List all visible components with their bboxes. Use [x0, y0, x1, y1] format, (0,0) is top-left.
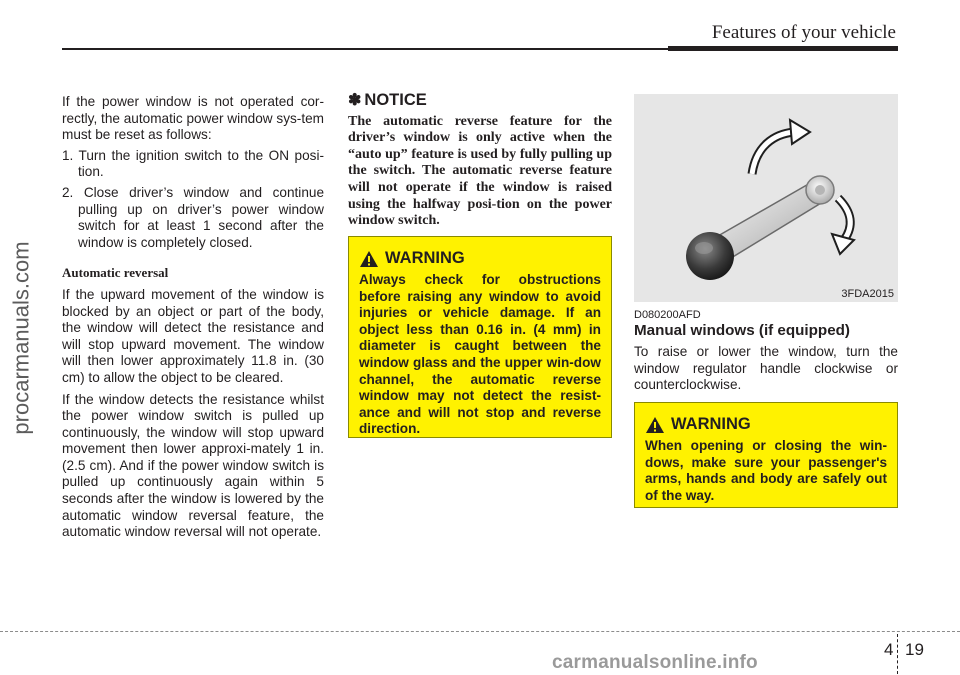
warning-title: WARNING — [385, 249, 465, 267]
column-left — [62, 94, 324, 541]
reset-intro: If the power window is not operated cor-rectly, the automatic power window sys-tem must be reset as follows: — [62, 94, 324, 143]
warning-header — [645, 415, 887, 434]
footer-section-number: 4 — [884, 640, 894, 659]
page-header-title: Features of your vehicle — [711, 22, 896, 43]
window-handle-illustration — [634, 94, 898, 302]
warning-title: WARNING — [671, 415, 751, 433]
warning-text: Always check for obstructions before raising any window to avoid injuries or vehicle damage. If an object less than 0.16 in. (4 mm) in diameter is caught between the window glass and the upper win-dow channel, the automatic reverse window may not detect the resist-ance and will not stop and reverse direction. — [359, 272, 601, 437]
warning-header — [359, 249, 601, 268]
side-watermark — [2, 0, 42, 675]
reset-step-1: 1. Turn the ignition switch to the ON posi-tion. — [62, 147, 324, 180]
reset-step-2: 2. Close driver’s window and continue pulling up on driver’s power window switch for at least 1 second after the window is completely closed. — [62, 184, 324, 250]
warning-text: When opening or closing the win-dows, make sure your passenger's arms, hands and body are safely out of the way. — [645, 438, 887, 503]
subheading-automatic-reversal: Automatic reversal — [62, 265, 169, 281]
warning-triangle-icon — [359, 250, 379, 268]
footer-separator — [897, 634, 898, 674]
footer-page-number: 19 — [905, 640, 924, 659]
notice-heading — [348, 92, 612, 110]
warning-box-obstructions — [348, 236, 612, 438]
warning-triangle-icon — [645, 416, 665, 434]
manual-windows-text: To raise or lower the window, turn the window regulator handle clockwise or counterclockwise. — [634, 344, 898, 393]
side-watermark-text: procarmanuals.com — [9, 240, 34, 435]
column-middle — [348, 92, 612, 230]
notice-body: The automatic reverse feature for the driver’s window is only active when the “auto up” feature is used by fully pulling up the switch. The automatic reverse feature will not operate if the window is raised using the halfway posi-tion on the power window switch. — [348, 113, 612, 229]
figure-code: 3FDA2015 — [841, 288, 894, 300]
automatic-reversal-para-1: If the upward movement of the window is blocked by an object or part of the body, the window will detect the resistance and will stop upward movement. The window will then lower approximately 11.8 in. (30 cm) to allow the object to be cleared. — [62, 286, 324, 385]
section-code: D080200AFD — [634, 309, 701, 321]
figure-window-handle — [634, 94, 898, 302]
header-rule-accent — [668, 46, 898, 51]
heading-manual-windows: Manual windows (if equipped) — [634, 322, 850, 339]
automatic-reversal-para-2: If the window detects the resistance whilst the power window switch is pulled up continuously, the window will stop upward movement then lower approxi-mately 1 in. (2.5 cm). And if the power window switch is pulled up continuously again within 5 seconds after the window is lowered by the automatic window reversal feature, the automatic window reversal will not operate. — [62, 391, 324, 540]
footer-rule — [0, 631, 960, 632]
warning-box-passengers — [634, 402, 898, 508]
bottom-watermark: carmanualsonline.info — [552, 652, 758, 673]
notice-star-icon: ✽ — [348, 92, 362, 109]
notice-title: NOTICE — [364, 91, 427, 109]
